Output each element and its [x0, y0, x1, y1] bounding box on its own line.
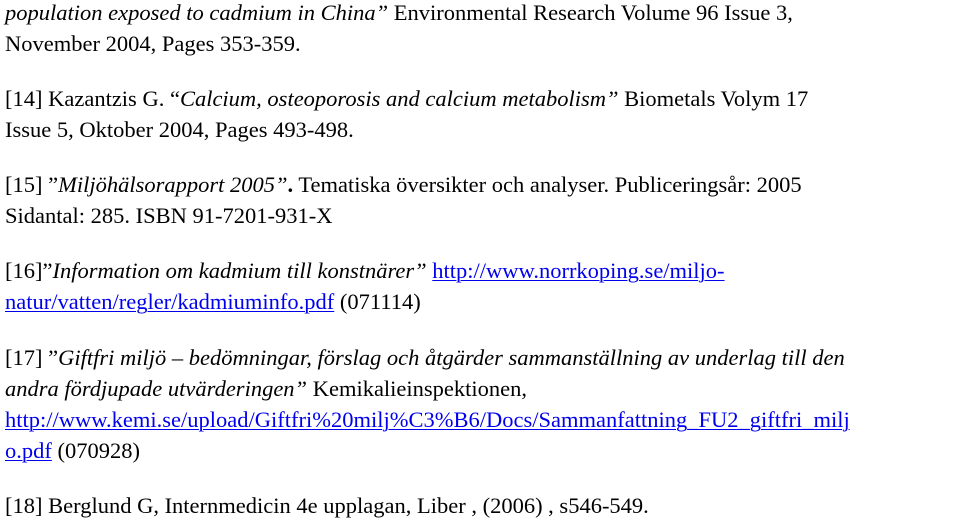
reference-line: [5, 493, 649, 519]
reference-link[interactable]: http://www.norrkoping.se/miljo-: [432, 258, 725, 283]
reference-link[interactable]: o.pdf: [5, 438, 52, 463]
reference-link[interactable]: natur/vatten/regler/kadmiuminfo.pdf: [5, 289, 335, 314]
reference-text: Biometals Volym 17: [618, 86, 809, 111]
reference-text: .: [287, 172, 294, 197]
reference-line: [5, 258, 725, 284]
reference-text: Tematiska översikter och analyser. Publiceringsår: 2005: [293, 172, 802, 197]
reference-line: [5, 172, 802, 198]
reference-text: [16]”: [5, 258, 53, 283]
reference-title: Miljöhälsorapport 2005”: [58, 172, 288, 197]
reference-text: [14] Kazantzis G. “: [5, 86, 180, 111]
reference-title: Giftfri miljö – bedömningar, förslag och åtgärder sammanställning av underlag till den: [58, 345, 845, 370]
reference-line: [5, 345, 845, 371]
reference-line: [5, 203, 332, 229]
reference-text: [15] ”: [5, 172, 59, 197]
reference-text: Kemikalieinspektionen,: [307, 376, 528, 401]
reference-text: Sidantal: 285. ISBN 91-7201-931-X: [5, 203, 333, 228]
reference-line: [5, 86, 808, 112]
reference-line: [5, 376, 527, 402]
reference-link[interactable]: http://www.kemi.se/upload/Giftfri%20milj%C3%B6/Docs/Sammanfattning_FU2_giftfri_milj: [5, 407, 850, 432]
reference-text: Environmental Research Volume 96 Issue 3,: [388, 0, 793, 25]
reference-text: (071114): [334, 289, 421, 314]
reference-title: andra fördjupade utvärderingen”: [5, 376, 308, 401]
reference-title: population exposed to cadmium in China”: [5, 0, 389, 25]
reference-text: [17] ”: [5, 345, 59, 370]
reference-title: Calcium, osteoporosis and calcium metabolism”: [179, 86, 619, 111]
reference-text: Issue 5, Oktober 2004, Pages 493-498.: [5, 117, 354, 142]
reference-line: [5, 289, 421, 315]
reference-line: [5, 407, 850, 433]
reference-title: Information om kadmium till konstnärer”: [52, 258, 427, 283]
reference-text: November 2004, Pages 353-359.: [5, 31, 301, 56]
reference-line: [5, 31, 301, 57]
reference-line: [5, 0, 793, 26]
reference-text: [18] Berglund G, Internmedicin 4e upplagan, Liber , (2006) , s546-549.: [5, 493, 649, 518]
reference-line: [5, 117, 354, 143]
reference-text: (070928): [51, 438, 140, 463]
reference-line: [5, 438, 140, 464]
